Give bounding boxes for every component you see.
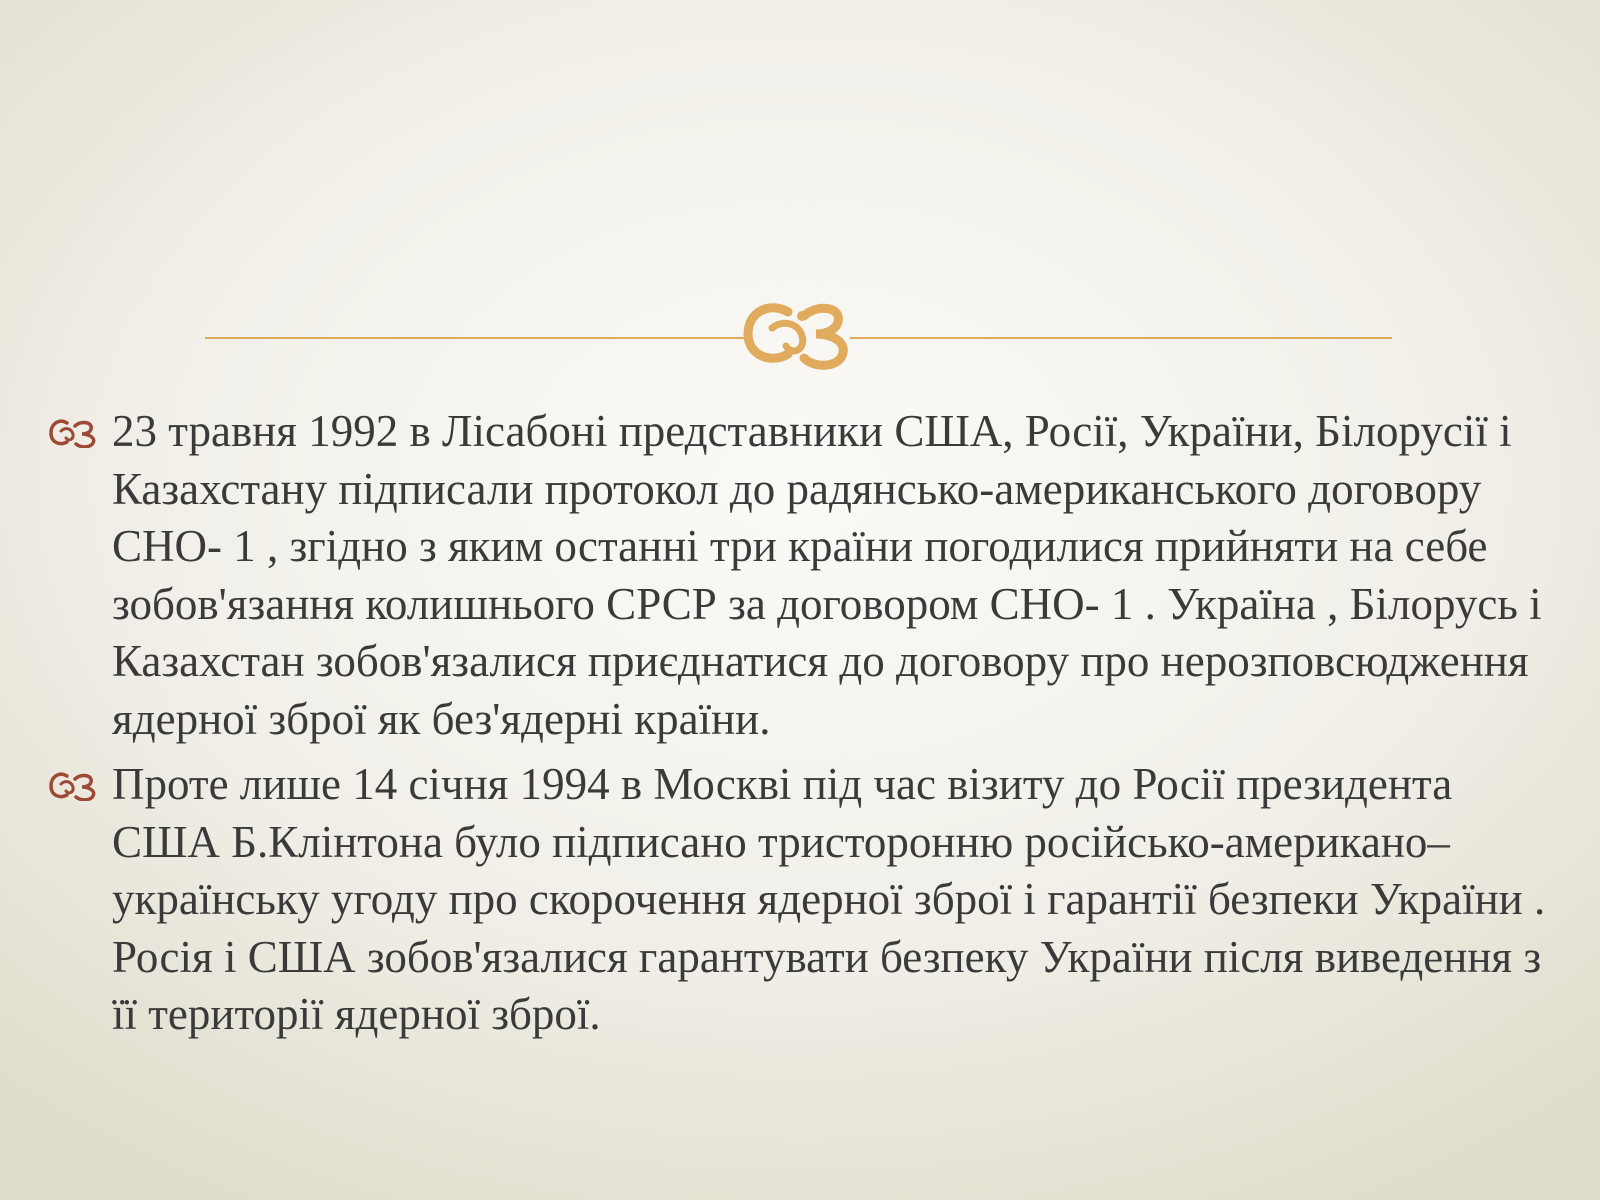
bullet-text: 23 травня 1992 в Лісабоні представники США, Росії, України, Білорусії і Казахстану підписали протокол до радянсько-американського договору СНО- 1 , згідно з яким останні три країни погодилися прийняти на себе зобов'язання колишнього СРСР за договором СНО- 1 . Україна , Білорусь і Казахстан зобов'язалися приєднатися до договору про нерозповсюдження ядерної зброї як без'ядерні країни.: [112, 406, 1542, 744]
bullet-list: [0, 403, 1600, 1052]
bullet-text: Проте лише 14 січня 1994 в Москві під час візиту до Росії президента США Б.Клінтона було підписано тристоронню російсько-американо–українську угоду про скорочення ядерної зброї і гарантії безпеки України . Росія і США зобов'язалися гарантувати безпеку України після виведення з її території ядерної зброї.: [112, 759, 1546, 1039]
list-item: [0, 756, 1600, 1044]
divider-line-left: [205, 337, 750, 339]
flourish-ornament-icon: [742, 298, 858, 372]
flourish-bullet-icon: [49, 771, 97, 801]
divider-line-right: [850, 337, 1392, 339]
list-item: [0, 403, 1600, 748]
flourish-bullet-icon: [49, 418, 97, 448]
